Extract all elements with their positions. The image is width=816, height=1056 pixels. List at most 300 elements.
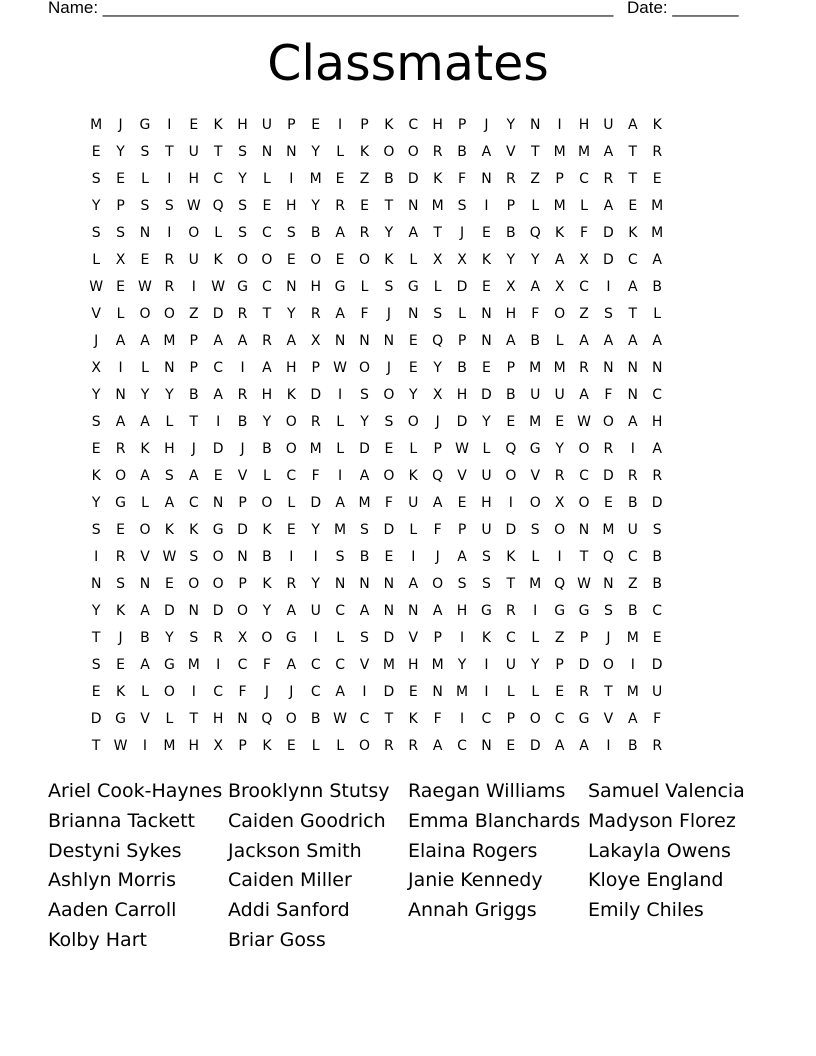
grid-cell: I xyxy=(94,549,99,565)
grid-cell: S xyxy=(116,225,126,241)
grid-cell: C xyxy=(481,711,492,727)
grid-cell: H xyxy=(237,117,248,133)
grid-cell: Y xyxy=(91,387,101,403)
grid-cell: B xyxy=(627,603,638,619)
grid-cell: C xyxy=(213,171,224,187)
grid-cell: Y xyxy=(506,252,516,268)
grid-cell: W xyxy=(113,738,128,754)
grid-cell: I xyxy=(557,117,562,133)
grid-cell: S xyxy=(384,414,394,430)
word-item: Raegan Williams xyxy=(408,780,566,802)
grid-cell: S xyxy=(360,522,369,538)
grid-cell: B xyxy=(457,144,467,160)
grid-cell: L xyxy=(580,198,588,214)
grid-cell: K xyxy=(384,252,394,268)
grid-cell: Z xyxy=(627,576,638,592)
grid-cell: I xyxy=(484,684,489,700)
grid-row xyxy=(84,355,744,382)
grid-cell: X xyxy=(432,252,443,268)
grid-cell: Y xyxy=(165,387,174,403)
grid-cell: L xyxy=(165,414,174,430)
grid-cell: K xyxy=(652,117,662,133)
grid-cell: M xyxy=(529,360,542,376)
grid-cell: R xyxy=(310,414,321,430)
grid-cell: Y xyxy=(384,225,394,241)
grid-cell: A xyxy=(237,333,248,349)
grid-cell: S xyxy=(457,198,467,214)
grid-cell: M xyxy=(431,198,444,214)
grid-cell: J xyxy=(118,630,123,646)
grid-cell: A xyxy=(554,252,565,268)
grid-cell: B xyxy=(652,576,662,592)
grid-cell: I xyxy=(459,711,465,727)
grid-cell: P xyxy=(311,360,320,376)
page-title: Classmates xyxy=(267,35,549,92)
grid-cell: B xyxy=(506,225,516,241)
grid-cell: D xyxy=(163,603,175,619)
name-field-label: Name: ______________________________________________________ xyxy=(48,0,614,17)
grid-cell: Y xyxy=(311,576,320,592)
grid-cell: O xyxy=(139,306,151,322)
grid-cell: V xyxy=(140,549,150,565)
grid-cell: N xyxy=(359,333,370,349)
grid-cell: A xyxy=(432,738,443,754)
grid-cell: H xyxy=(286,360,297,376)
grid-cell: G xyxy=(578,603,590,619)
grid-cell: P xyxy=(238,576,247,592)
grid-cell: A xyxy=(408,576,419,592)
grid-cell: C xyxy=(554,711,565,727)
grid-cell: M xyxy=(382,657,395,673)
grid-cell: N xyxy=(627,360,639,376)
grid-cell: S xyxy=(286,225,296,241)
grid-cell: J xyxy=(94,333,99,349)
grid-cell: V xyxy=(457,468,467,484)
grid-cell: Y xyxy=(530,657,540,673)
grid-cell: S xyxy=(91,522,101,538)
grid-cell: P xyxy=(555,171,564,187)
grid-cell: Y xyxy=(530,252,540,268)
grid-cell: Y xyxy=(457,657,467,673)
grid-cell: M xyxy=(651,198,664,214)
grid-cell: P xyxy=(238,738,247,754)
grid-cell: H xyxy=(310,279,321,295)
grid-cell: N xyxy=(408,198,419,214)
grid-cell: N xyxy=(651,360,663,376)
grid-cell: P xyxy=(506,198,516,214)
grid-cell: L xyxy=(141,684,149,700)
grid-cell: S xyxy=(433,306,443,322)
grid-cell: C xyxy=(335,657,345,673)
grid-cell: U xyxy=(530,387,541,403)
grid-cell: A xyxy=(579,333,589,349)
grid-cell: N xyxy=(481,306,492,322)
grid-cell: H xyxy=(188,171,200,187)
grid-cell: R xyxy=(237,387,248,403)
grid-cell: N xyxy=(139,225,151,241)
grid-cell: Q xyxy=(432,333,444,349)
grid-cell: N xyxy=(164,360,175,376)
grid-cell: M xyxy=(358,495,371,511)
grid-cell: K xyxy=(262,738,272,754)
grid-cell: V xyxy=(359,657,370,673)
grid-cell: C xyxy=(286,468,297,484)
grid-cell: O xyxy=(554,522,566,538)
grid-cell: L xyxy=(531,630,540,646)
word-item: Jackson Smith xyxy=(228,839,362,862)
grid-cell: J xyxy=(386,360,391,376)
grid-cell: R xyxy=(115,549,126,565)
grid-cell: A xyxy=(432,495,443,511)
grid-cell: F xyxy=(384,495,393,511)
grid-cell: V xyxy=(91,306,101,322)
grid-cell: A xyxy=(140,657,150,673)
grid-cell: O xyxy=(505,468,517,484)
grid-cell: A xyxy=(140,414,150,430)
grid-cell: Z xyxy=(359,171,370,187)
grid-cell: L xyxy=(311,738,320,754)
grid-cell: J xyxy=(435,549,440,565)
grid-cell: B xyxy=(652,279,662,295)
grid-cell: S xyxy=(189,630,199,646)
grid-cell: Q xyxy=(602,549,614,565)
grid-cell: M xyxy=(456,684,469,700)
grid-cell: C xyxy=(457,738,467,754)
grid-cell: O xyxy=(163,684,175,700)
word-item: Janie Kennedy xyxy=(408,869,543,892)
grid-row xyxy=(84,571,744,598)
grid-cell: K xyxy=(262,576,272,592)
grid-cell: I xyxy=(216,414,221,430)
grid-cell: A xyxy=(164,495,175,511)
grid-cell: L xyxy=(336,630,344,646)
grid-cell: A xyxy=(286,603,297,619)
grid-cell: A xyxy=(213,333,223,349)
grid-cell: B xyxy=(457,360,467,376)
grid-cell: S xyxy=(360,387,369,403)
grid-row xyxy=(84,625,744,652)
grid-cell: E xyxy=(116,522,126,538)
grid-cell: I xyxy=(630,441,635,457)
grid-cell: S xyxy=(652,522,662,538)
grid-cell: O xyxy=(188,576,200,592)
grid-cell: V xyxy=(140,711,150,727)
grid-cell: M xyxy=(187,657,200,673)
grid-cell: M xyxy=(163,333,176,349)
grid-cell: K xyxy=(481,252,492,268)
grid-cell: T xyxy=(628,306,638,322)
grid-cell: E xyxy=(116,171,126,187)
grid-cell: I xyxy=(118,360,123,376)
grid-cell: L xyxy=(336,414,344,430)
grid-cell: T xyxy=(628,171,638,187)
grid-cell: L xyxy=(653,306,662,322)
grid-cell: I xyxy=(508,495,513,511)
grid-cell: Q xyxy=(432,468,444,484)
grid-cell: F xyxy=(311,468,320,484)
grid-cell: C xyxy=(237,657,248,673)
grid-cell: K xyxy=(115,603,126,619)
grid-cell: A xyxy=(652,252,662,268)
grid-cell: C xyxy=(627,549,638,565)
grid-cell: R xyxy=(335,198,345,214)
grid-row xyxy=(84,193,744,220)
grid-cell: R xyxy=(408,738,419,754)
grid-cell: W xyxy=(577,414,591,430)
grid-row xyxy=(84,112,744,139)
grid-cell: L xyxy=(116,306,125,322)
grid-cell: O xyxy=(139,522,151,538)
grid-cell: M xyxy=(309,171,322,187)
grid-cell: N xyxy=(90,576,102,592)
grid-cell: M xyxy=(90,117,103,133)
grid-row xyxy=(84,166,744,193)
word-item: Caiden Goodrich xyxy=(228,809,386,832)
grid-cell: B xyxy=(530,333,541,349)
grid-cell: A xyxy=(628,117,638,133)
grid-cell: I xyxy=(606,279,611,295)
grid-cell: C xyxy=(359,711,370,727)
grid-cell: O xyxy=(554,306,566,322)
grid-cell: T xyxy=(604,684,613,700)
grid-cell: U xyxy=(481,468,492,484)
grid-cell: B xyxy=(384,171,394,187)
grid-row xyxy=(84,328,744,355)
grid-cell: E xyxy=(91,144,101,160)
grid-cell: Y xyxy=(91,495,101,511)
grid-cell: I xyxy=(289,171,294,187)
grid-cell: N xyxy=(481,171,492,187)
grid-row xyxy=(84,463,744,490)
grid-cell: L xyxy=(531,198,540,214)
word-item: Emma Blanchards xyxy=(408,809,581,832)
grid-cell: N xyxy=(188,603,199,619)
grid-row xyxy=(84,139,744,166)
grid-cell: N xyxy=(578,522,590,538)
grid-cell: R xyxy=(310,306,321,322)
grid-cell: N xyxy=(603,576,614,592)
grid-cell: S xyxy=(91,171,101,187)
grid-cell: T xyxy=(91,630,101,646)
grid-cell: G xyxy=(115,495,127,511)
word-column xyxy=(48,777,228,956)
grid-cell: O xyxy=(407,414,419,430)
grid-cell: L xyxy=(141,495,149,511)
grid-cell: S xyxy=(116,576,126,592)
grid-cell: W xyxy=(89,279,104,295)
grid-cell: D xyxy=(383,522,395,538)
grid-cell: E xyxy=(482,225,491,241)
grid-cell: S xyxy=(91,414,101,430)
grid-cell: M xyxy=(529,576,542,592)
grid-cell: D xyxy=(603,225,614,241)
date-field-label: Date: _______ xyxy=(627,0,739,17)
grid-cell: D xyxy=(310,495,322,511)
grid-cell: P xyxy=(116,198,125,214)
grid-cell: O xyxy=(212,576,224,592)
grid-cell: E xyxy=(506,414,516,430)
grid-cell: D xyxy=(212,603,224,619)
grid-cell: D xyxy=(603,252,614,268)
grid-cell: D xyxy=(481,387,492,403)
grid-cell: B xyxy=(140,630,150,646)
grid-cell: E xyxy=(116,657,126,673)
grid-row xyxy=(84,490,744,517)
grid-cell: N xyxy=(286,144,297,160)
grid-cell: S xyxy=(457,576,467,592)
grid-cell: N xyxy=(383,333,395,349)
grid-cell: T xyxy=(579,549,589,565)
grid-cell: X xyxy=(457,252,467,268)
grid-cell: E xyxy=(286,252,296,268)
grid-cell: M xyxy=(529,414,542,430)
grid-row xyxy=(84,544,744,571)
grid-cell: C xyxy=(213,684,224,700)
grid-row xyxy=(84,652,744,679)
grid-cell: E xyxy=(335,252,345,268)
word-item: Annah Griggs xyxy=(408,899,537,922)
grid-cell: N xyxy=(481,333,492,349)
grid-cell: A xyxy=(408,225,419,241)
word-column xyxy=(228,777,408,956)
grid-cell: F xyxy=(604,387,613,403)
grid-cell: G xyxy=(407,279,419,295)
grid-cell: N xyxy=(603,360,614,376)
grid-cell: A xyxy=(335,684,345,700)
grid-cell: Y xyxy=(287,306,296,322)
grid-cell: G xyxy=(554,603,566,619)
grid-cell: U xyxy=(554,387,565,403)
grid-cell: B xyxy=(262,549,272,565)
grid-cell: K xyxy=(628,225,638,241)
grid-cell: S xyxy=(482,576,491,592)
grid-cell: E xyxy=(311,117,321,133)
grid-cell: N xyxy=(261,144,273,160)
grid-cell: L xyxy=(263,171,271,187)
grid-cell: C xyxy=(652,387,663,403)
grid-cell: O xyxy=(285,711,297,727)
grid-cell: O xyxy=(602,657,614,673)
grid-cell: B xyxy=(262,441,272,457)
grid-row xyxy=(84,409,744,436)
grid-cell: D xyxy=(651,495,663,511)
grid-cell: U xyxy=(188,252,199,268)
grid-cell: I xyxy=(338,117,343,133)
grid-cell: T xyxy=(530,144,540,160)
grid-cell: P xyxy=(360,117,369,133)
grid-cell: D xyxy=(505,522,517,538)
grid-cell: S xyxy=(238,144,247,160)
grid-cell: E xyxy=(628,198,638,214)
grid-cell: M xyxy=(602,522,615,538)
grid-cell: N xyxy=(139,576,151,592)
grid-cell: Y xyxy=(91,603,101,619)
grid-cell: A xyxy=(652,333,662,349)
grid-cell: I xyxy=(313,549,318,565)
grid-cell: L xyxy=(555,333,564,349)
grid-cell: P xyxy=(287,117,296,133)
grid-cell: K xyxy=(433,171,443,187)
grid-cell: O xyxy=(237,252,249,268)
grid-cell: Y xyxy=(116,144,125,160)
grid-cell: X xyxy=(554,279,565,295)
grid-cell: X xyxy=(91,360,101,376)
grid-cell: I xyxy=(289,549,294,565)
grid-cell: Z xyxy=(188,306,199,322)
grid-cell: E xyxy=(408,333,418,349)
grid-cell: N xyxy=(359,576,370,592)
grid-cell: U xyxy=(188,144,199,160)
grid-cell: O xyxy=(529,495,541,511)
grid-cell: L xyxy=(92,252,101,268)
grid-cell: R xyxy=(286,576,297,592)
grid-cell: X xyxy=(213,738,223,754)
grid-cell: N xyxy=(383,576,395,592)
grid-cell: T xyxy=(189,711,199,727)
word-item: Elaina Rogers xyxy=(408,839,538,862)
grid-cell: N xyxy=(115,387,126,403)
grid-cell: L xyxy=(336,144,344,160)
grid-cell: J xyxy=(435,414,440,430)
grid-cell: O xyxy=(578,495,590,511)
grid-cell: W xyxy=(186,198,201,214)
grid-cell: I xyxy=(167,171,172,187)
grid-cell: S xyxy=(238,225,247,241)
grid-cell: S xyxy=(238,198,247,214)
word-item: Briar Goss xyxy=(228,928,326,951)
grid-cell: Q xyxy=(554,576,566,592)
grid-cell: L xyxy=(336,738,344,754)
grid-cell: S xyxy=(603,603,613,619)
grid-cell: P xyxy=(457,522,467,538)
grid-cell: J xyxy=(289,684,294,700)
grid-cell: L xyxy=(409,522,418,538)
grid-cell: L xyxy=(287,495,296,511)
grid-cell: D xyxy=(456,279,468,295)
grid-cell: O xyxy=(237,603,249,619)
grid-cell: X xyxy=(506,279,516,295)
grid-cell: O xyxy=(432,576,444,592)
grid-cell: E xyxy=(408,360,418,376)
grid-cell: A xyxy=(335,225,345,241)
grid-cell: S xyxy=(140,198,150,214)
grid-cell: H xyxy=(188,738,200,754)
grid-cell: A xyxy=(286,657,297,673)
grid-cell: I xyxy=(142,738,148,754)
grid-cell: O xyxy=(188,225,200,241)
grid-cell: Y xyxy=(506,117,516,133)
grid-cell: V xyxy=(530,468,541,484)
grid-cell: O xyxy=(261,495,273,511)
grid-cell: D xyxy=(578,657,590,673)
grid-cell: I xyxy=(533,603,538,619)
grid-cell: I xyxy=(484,198,489,214)
grid-cell: P xyxy=(457,333,467,349)
grid-cell: Q xyxy=(261,711,273,727)
grid-cell: W xyxy=(162,549,177,565)
grid-cell: E xyxy=(140,252,150,268)
grid-cell: C xyxy=(408,117,419,133)
grid-cell: X xyxy=(554,495,565,511)
grid-cell: G xyxy=(334,279,346,295)
grid-cell: A xyxy=(115,333,126,349)
grid-cell: S xyxy=(164,198,174,214)
grid-cell: S xyxy=(482,549,491,565)
grid-cell: H xyxy=(261,387,273,403)
grid-cell: K xyxy=(506,549,516,565)
grid-cell: B xyxy=(310,711,321,727)
grid-cell: S xyxy=(603,306,613,322)
